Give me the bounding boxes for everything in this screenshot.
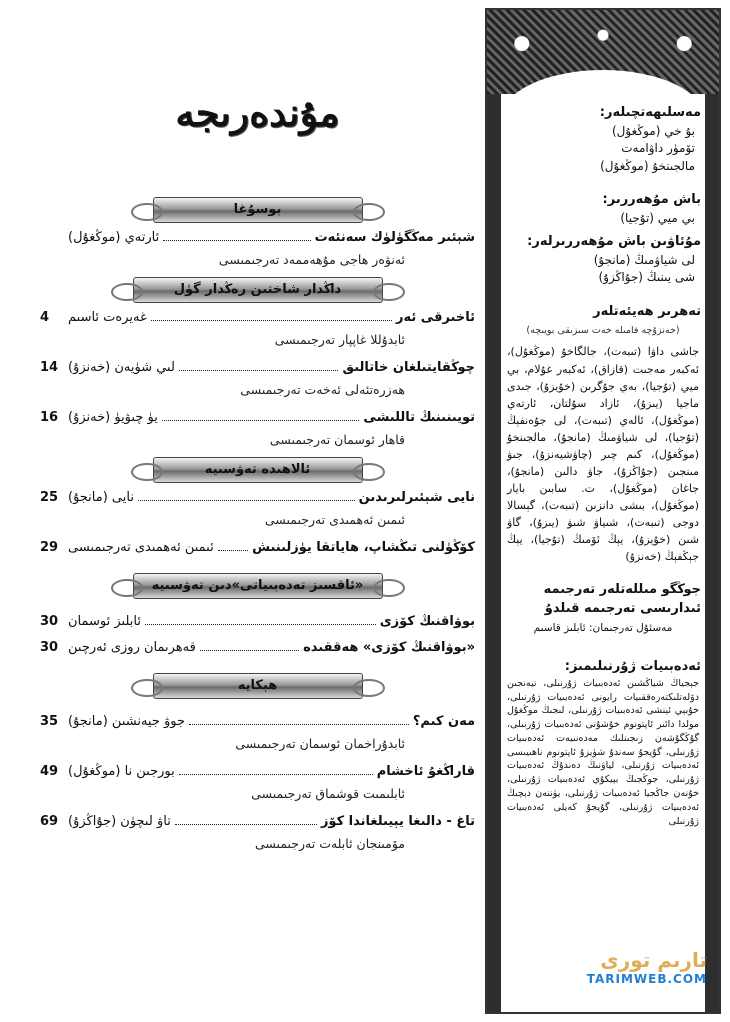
leader-dots — [145, 624, 376, 625]
entry-author: بورجىن نا (موڭغۇل) — [68, 764, 175, 779]
section-banner — [153, 673, 363, 699]
literature-journals-list: جېجياڭ شياڭشىن ئەدەبىيات ژۇرنىلى، تيەنجىن دۆلەتلىكتەرەققىيات رايونى ئەدەبىيات ژۇرنىلى، خۇبېي ئېنشى ئەدەبىيات ژۇرنىلى، لىجىڭ موڭغۇل مولدا دائىر ئاپتونوم خۇشۇنى ئەدەبىيات ژۇرنىلى، گۇڭگۇشەن زىجىنلىك مەدەنىيەت ئەدەبىيات ژۇرنىلى، گۇيجۇ سەندۇ شۈيزۇ ئاپتونوم ناھىيىسى ئەدەبىيات ژۇرنىلى، لياۋنىڭ دەندۇڭ ئەدەبىيات ژۇرنىلى، جوڭجىڭ بېيكۇي ئەدەبىيات ژۇرنىلى، خۇنەن جاڭجيا ئەدەبىيات ژۇرنىلى، يۈننەن دېچىڭ ئەدەبىيات ژۇرنىلى، گۇيجۇ كەيلى ئەدەبىيات ژۇرنىلى — [507, 677, 699, 827]
section-heading: ھېكايە — [153, 673, 363, 699]
entry-translator: مۆمىنجان ئابلەت تەرجىمىسى — [254, 836, 405, 851]
deputy-editors-heading: مۇئاۋىن باش مۇھەررىرلەر: — [527, 234, 701, 250]
masthead-sidebar — [485, 8, 721, 1014]
table-of-contents — [40, 90, 475, 861]
advisor-name: بۇ خي (موڭغۇل) — [612, 123, 695, 138]
advisor-name: تۆمۈر داۋامەت — [621, 141, 695, 156]
entry-author: يۈ چىۋيۈ (خەنزۇ) — [68, 410, 158, 425]
entry-title: قاراڭغۇ ئاخشام — [376, 764, 475, 779]
translation-heading: جوڭگو مىللەتلەر تەرجىمە ئىدارىسى تەرجىمە قىلدۇ — [543, 582, 701, 616]
entry-title: «بوۋاقنىڭ كۆزى» ھەققىدە — [303, 640, 475, 655]
toc-section — [40, 277, 475, 451]
entry-title: ئاخىرقى ئەر — [396, 310, 475, 325]
editorial-board-heading: تەھرىر ھەيئەتلەر — [593, 303, 701, 319]
leader-dots — [179, 774, 373, 775]
leader-dots — [218, 550, 248, 551]
toc-entry[interactable] — [40, 227, 475, 271]
masthead-content — [505, 98, 701, 1004]
editorial-board-members: جاشى داۋا (تىبەت)، جالگاخۇ (موڭغۇل)، ئەكبەر مەجىت (قازاق)، ئەكبەر غۇلام، بي ميي (تۇجيا)، بەي جۇگرىن (خۇيزۇ)، جىدى ماجيا (يىزۇ)، ئازاد سۇلتان، ئارتەي (موڭغۇل)، ئالەي (تىبەت)، لى جۇەنفېڭ (تۇجيا)، لى شياۋمىڭ (مانجۇ)، مالجىنخۇ (موڭغۇل)، كىم چىر (چاۋشيەنزۇ)، جىۋ مىنجىن (جۇاڭزۇ)، جاۋ دالىن (مانجۇ)، جاغان (موڭغۇل)، ت. سابىن بايار (موڭغۇل)، بىشى دانزىن (تىبەت)، گېسالا دوجى (تىبەت)، شىياۋ شىۋ (يىزۇ)، گاۋ شىن (خۇيزۇ)، يېڭ ئۆمىڭ (تۇجيا)، يېڭ جېڭفېڭ (خەنزۇ) — [507, 345, 699, 564]
entry-page: 14 — [40, 360, 59, 375]
toc-entry[interactable] — [40, 637, 475, 659]
entry-title: تويىنىنىڭ تاللىشى — [363, 410, 475, 425]
translation-editor: مەسئۇل تەرجىمان: ئابلىز قاسىم — [533, 621, 673, 634]
leader-dots — [179, 370, 339, 371]
entry-page: 4 — [40, 310, 50, 325]
site-watermark — [557, 948, 707, 1004]
leader-dots — [200, 650, 299, 651]
toc-entry[interactable] — [40, 537, 475, 559]
leader-dots — [189, 724, 409, 725]
entry-author: لىي شۈيەن (خەنزۇ) — [68, 360, 175, 375]
entry-title: چوڭقايتىلغان خاتالىق — [342, 360, 475, 375]
section-heading: ئالاھىدە تەۋسىيە — [153, 457, 363, 483]
toc-entry[interactable] — [40, 761, 475, 805]
entry-translator: ئىمىن ئەھمىدى تەرجىمىسى — [264, 512, 405, 527]
entry-translator: ئابلىمىت قوشماق تەرجىمىسى — [251, 786, 405, 801]
entry-author: غەيرەت ئاسىم — [68, 310, 147, 325]
toc-entry[interactable] — [40, 811, 475, 855]
toc-entry[interactable] — [40, 407, 475, 451]
entry-author: قەھرىمان روزى ئەرچىن — [68, 640, 196, 655]
toc-section — [40, 573, 475, 659]
leader-dots — [151, 320, 392, 321]
toc-section — [40, 457, 475, 559]
watermark-site-url: TARIMWEB.COM — [586, 972, 707, 986]
entry-page: 29 — [40, 540, 59, 555]
entry-title: كۆڭۈلنى تىڭشاپ، ھاياتقا يۈزلىنىش — [252, 540, 475, 555]
entry-author: ئىمىن ئەھمىدى تەرجىمىسى — [68, 540, 214, 555]
entry-title: تاغ - دالىغا يېيىلغاندا كۆز — [320, 814, 475, 829]
watermark-logo: تارىم تورى — [600, 948, 707, 972]
entry-page: 69 — [40, 814, 59, 829]
entry-translator: ئەنۋەر ھاجى مۇھەممەد تەرجىمىسى — [218, 252, 405, 267]
section-heading: بوسۇغا — [153, 197, 363, 223]
entry-translator: قاھار ئوسمان تەرجىمىسى — [269, 432, 405, 447]
entry-author: تاۋ لىچۈن (جۇاڭزۇ) — [68, 814, 171, 829]
leader-dots — [175, 824, 317, 825]
literature-journals-heading: ئەدەبىيات ژۇرنىلىمىز: — [564, 659, 701, 674]
entry-page: 25 — [40, 490, 59, 505]
entry-translator: ھەزرەتئەلى ئەخەت تەرجىمىسى — [240, 382, 405, 397]
deputy-editor-name: لى شياۋمىڭ (مانجۇ) — [593, 253, 695, 268]
leader-dots — [162, 420, 360, 421]
section-heading: «ئاقسىز تەدەبىياتى»دىن تەۋسىيە — [133, 573, 383, 599]
toc-entry[interactable] — [40, 357, 475, 401]
section-banner — [153, 197, 363, 223]
entry-title: شېئىر مەڭگۈلۈك سەنئەت — [314, 230, 475, 245]
leader-dots — [138, 500, 355, 501]
entry-title: نايى شېئىرلىرىدىن — [358, 490, 475, 505]
section-banner — [133, 573, 383, 599]
toc-entry[interactable] — [40, 711, 475, 755]
chief-editor-heading: باش مۇھەررىر: — [602, 192, 701, 208]
entry-page: 35 — [40, 714, 59, 729]
section-banner — [153, 457, 363, 483]
toc-entry[interactable] — [40, 487, 475, 531]
deputy-editor-name: شى يىنىڭ (جۇاڭزۇ) — [598, 270, 695, 285]
leader-dots — [163, 240, 310, 241]
editorial-board-note: (خەنزۇچە فامىلە خەت سىزىقى بويىچە) — [526, 324, 680, 336]
entry-title: مەن كىم؟ — [412, 714, 475, 729]
toc-section — [40, 197, 475, 271]
section-heading: داڭدار شاختىن رەڭدار گۈل — [133, 277, 383, 303]
section-banner — [133, 277, 383, 303]
chief-editor-name: بي ميي (تۇجيا) — [620, 210, 695, 225]
entry-translator: ئابدۇراخمان ئوسمان تەرجىمىسى — [235, 736, 405, 751]
entry-page: 30 — [40, 614, 59, 629]
entry-page: 30 — [40, 640, 59, 655]
entry-author: نايى (مانجۇ) — [68, 490, 134, 505]
entry-author: ئارتەي (موڭغۇل) — [68, 230, 160, 245]
advisors-heading: مەسلىھەتچىلەر: — [599, 105, 701, 120]
entry-author: ئابلىز ئوسمان — [68, 614, 141, 629]
entry-page: 49 — [40, 764, 59, 779]
page-title: مۇندەرىجە — [175, 90, 340, 135]
entry-title: بوۋاقنىڭ كۆزى — [379, 614, 475, 629]
toc-entry[interactable] — [40, 307, 475, 351]
entry-author: جوۋ جيەنشىن (مانجۇ) — [68, 714, 186, 729]
toc-entry[interactable] — [40, 611, 475, 633]
entry-translator: ئابدۇللا غاپپار تەرجىمىسى — [274, 332, 405, 347]
toc-section — [40, 673, 475, 855]
entry-page: 16 — [40, 410, 59, 425]
advisor-name: مالجىنخۇ (موڭغۇل) — [600, 158, 695, 173]
